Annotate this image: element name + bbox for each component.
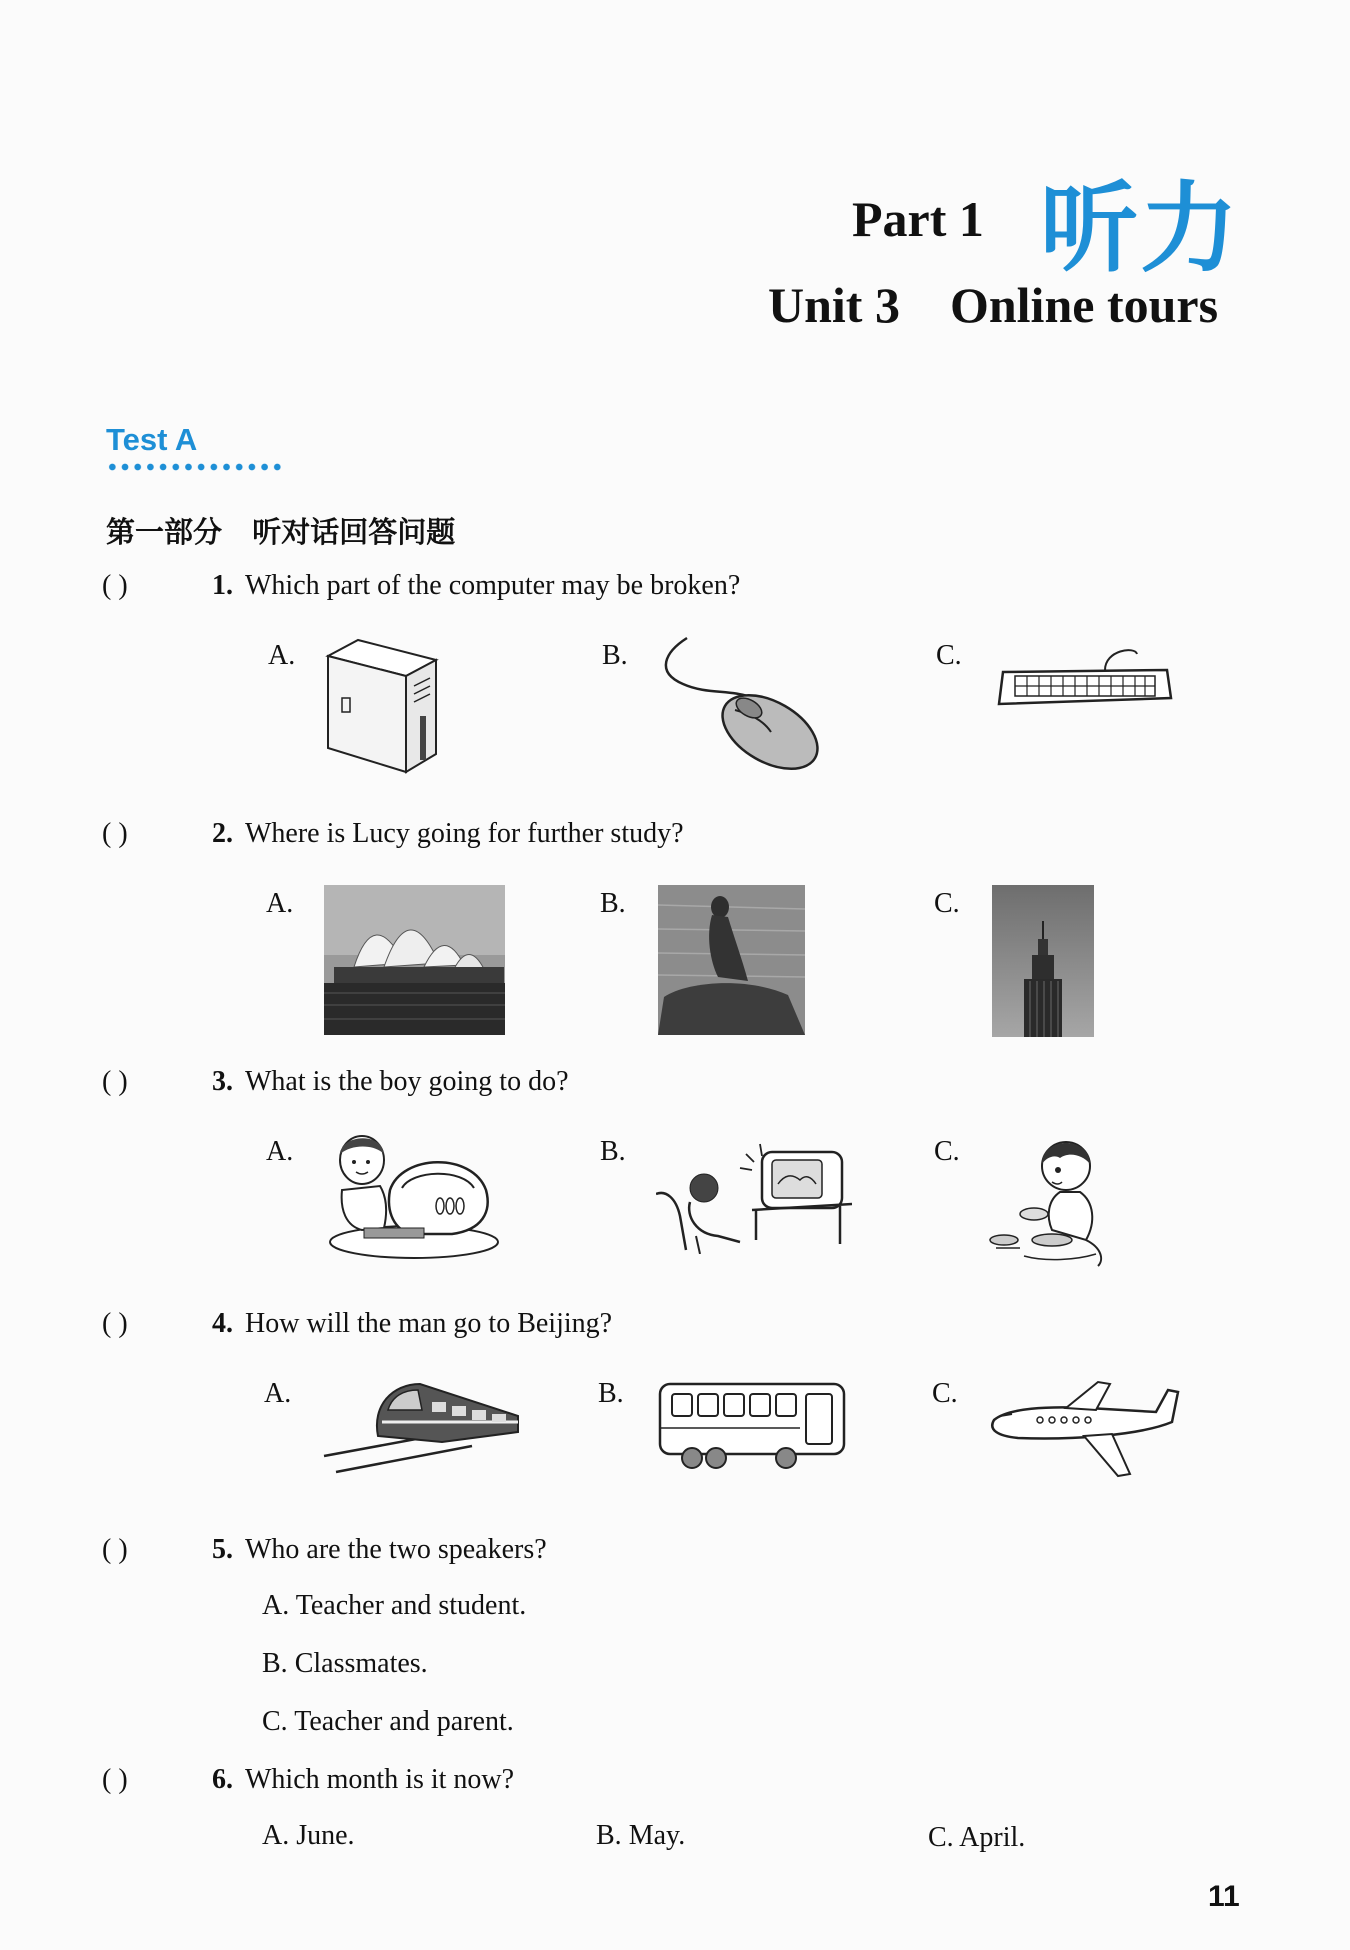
option-letter: A. [264, 1378, 292, 1409]
option-letter: C. [262, 1706, 288, 1737]
option-text: Classmates. [294, 1648, 428, 1679]
option-text: Teacher and student. [295, 1590, 527, 1621]
question-2 [102, 818, 684, 850]
page-number: 11 [1208, 1880, 1240, 1913]
question-6 [102, 1764, 514, 1796]
bus-icon [656, 1380, 852, 1476]
dotted-underline [106, 463, 284, 471]
option-letter: B. [600, 1136, 626, 1167]
option-b[interactable] [596, 1820, 685, 1852]
computer-mouse-icon [655, 632, 835, 782]
question-text: Where is Lucy going for further study? [245, 818, 684, 849]
answer-blank[interactable]: ( ) [102, 1308, 128, 1339]
option-letter: B. [596, 1820, 622, 1851]
option-letter: B. [602, 640, 628, 671]
question-number: 3. [212, 1066, 233, 1097]
computer-tower-icon [322, 636, 442, 776]
answer-blank[interactable]: ( ) [102, 1534, 128, 1565]
answer-blank[interactable]: ( ) [102, 1066, 128, 1097]
part-label: Part 1 [852, 191, 984, 247]
option-text: May. [628, 1820, 686, 1851]
option-letter: B. [600, 888, 626, 919]
empire-state-building-photo [992, 885, 1094, 1037]
answer-blank[interactable]: ( ) [102, 818, 128, 849]
question-number: 6. [212, 1764, 233, 1795]
question-5 [102, 1534, 547, 1566]
section-heading: 第一部分 听对话回答问题 [106, 515, 456, 549]
option-letter: A. [266, 888, 294, 919]
option-letter: B. [262, 1648, 288, 1679]
little-mermaid-statue-photo [658, 885, 805, 1035]
option-letter: A. [262, 1820, 290, 1851]
option-letter: C. [934, 888, 960, 919]
question-number: 2. [212, 818, 233, 849]
question-number: 4. [212, 1308, 233, 1339]
option-letter: C. [928, 1822, 954, 1853]
question-4 [102, 1308, 612, 1340]
boy-watching-tv-illustration [656, 1132, 852, 1254]
option-c[interactable] [928, 1822, 1025, 1854]
option-text: June. [296, 1820, 355, 1851]
question-number: 1. [212, 570, 233, 601]
option-a[interactable] [262, 1590, 526, 1622]
option-a[interactable] [262, 1820, 355, 1852]
boy-using-computer-illustration [322, 1130, 500, 1262]
option-text: Teacher and parent. [294, 1706, 514, 1737]
part-label-chinese: 听力 [1040, 172, 1241, 286]
answer-blank[interactable]: ( ) [102, 570, 128, 601]
question-text: Which part of the computer may be broken? [245, 570, 741, 601]
question-text: How will the man go to Beijing? [245, 1308, 613, 1339]
option-letter: A. [266, 1136, 294, 1167]
option-c[interactable] [262, 1706, 514, 1738]
option-text: April. [959, 1822, 1026, 1853]
boy-eating-illustration [986, 1136, 1116, 1270]
test-label: Test A [106, 422, 198, 457]
option-letter: C. [934, 1136, 960, 1167]
option-letter: C. [936, 640, 962, 671]
question-3 [102, 1066, 569, 1098]
airplane-icon [988, 1378, 1180, 1482]
option-letter: C. [932, 1378, 958, 1409]
option-b[interactable] [262, 1648, 428, 1680]
option-letter: A. [268, 640, 296, 671]
sydney-opera-house-photo [324, 885, 505, 1035]
question-text: Which month is it now? [245, 1764, 515, 1795]
answer-blank[interactable]: ( ) [102, 1764, 128, 1795]
keyboard-icon [995, 642, 1175, 714]
question-1 [102, 570, 740, 602]
question-text: Who are the two speakers? [245, 1534, 547, 1565]
unit-title: Unit 3 Online tours [768, 277, 1219, 333]
option-letter: A. [262, 1590, 290, 1621]
option-letter: B. [598, 1378, 624, 1409]
train-icon [322, 1376, 522, 1476]
question-text: What is the boy going to do? [245, 1066, 569, 1097]
question-number: 5. [212, 1534, 233, 1565]
